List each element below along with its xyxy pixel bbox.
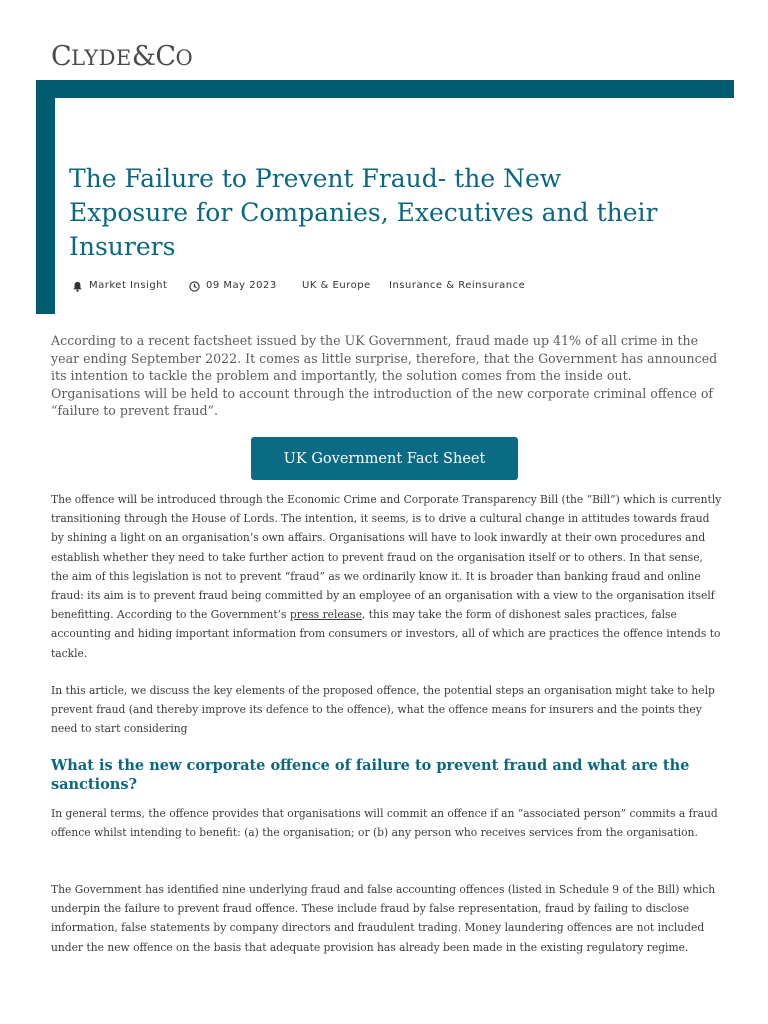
body-paragraph: The Government has identified nine underlying fraud and false accounting offences (listed in Schedule 9 of the Bill) which underpin the failure to prevent fraud offence. These include fraud by false representation, fraud by failing to disclose information, false statements by company directors and fraudulent trading. Money laundering offences are not included under the new offence on the basis that adequate provision has already been made in the existing regulatory regime. [51,883,716,954]
body-text: , this may take the form of dishonest sales practices, false accounting and hiding important information from consumers or investors, all of which are practices the offence intends to tackle. [51,608,721,660]
meta-sector[interactable] [389,280,525,292]
section-heading: What is the new corporate offence of failure to prevent fraud and what are the sanctions? [51,757,690,793]
article-intro: According to a recent factsheet issued by the UK Government, fraud made up 41% of all crime in the year ending September 2022. It comes as little surprise, therefore, that the Government has announced its intention to tackle the problem and importantly, the solution comes from the inside out. Organisations will be held to account through the introduction of the new corporate criminal offence of “failure to prevent fraud”. [51,333,718,419]
meta-type[interactable] [72,280,167,292]
body-text: The offence will be introduced through the Economic Crime and Corporate Transparency Bill (the “Bill”) which is currently transitioning through the House of Lords. The intention, it seems, is to drive a cultural change in attitudes towards fraud by shining a light on an organisation’s own affairs. Organisations will have to look inwardly at their own procedures and establish whether they need to take further action to prevent fraud on the organisation itself or to others. In that sense, the aim of this legislation is not to prevent “fraud” as we ordinarily know it. It is broader than banking fraud and online fraud: its aim is to prevent fraud being committed by an employee of an organisation with a view to the organisation itself benefitting. According to the Government’s [51,493,722,622]
meta-region-label: UK & Europe [302,280,371,291]
clyde-co-logo[interactable] [51,42,193,73]
meta-region[interactable] [302,280,371,292]
fact-sheet-button-label: UK Government Fact Sheet [283,450,486,467]
logo-letters: LYDE [71,46,132,70]
body-paragraph: In this article, we discuss the key elements of the proposed offence, the potential steps an organisation might take to help prevent fraud (and thereby improve its defence to the offence), what the offence means for insurers and the points they need to start considering [51,684,715,736]
press-release-link[interactable]: press release [289,608,362,622]
meta-sector-label: Insurance & Reinsurance [389,280,526,291]
body-paragraph: In general terms, the offence provides that organisations will commit an offence if an “associated person” commits a fraud offence whilst intending to benefit: (a) the organisation; or (b) any person who receives services from the organisation. [51,807,718,840]
header-accent-side-bar [36,80,55,314]
article-title: The Failure to Prevent Fraud- the New Exposure for Companies, Executives and their Insurers [69,164,658,261]
meta-type-label: Market Insight [89,280,168,291]
bell-icon [72,281,83,292]
clock-icon [189,281,200,292]
header-accent-bar [36,80,734,98]
logo-letter: C [51,41,72,72]
logo-ampersand: & [131,41,156,72]
logo-letter: C [155,41,176,72]
meta-date-label: 09 May 2023 [206,280,277,291]
body-paragraph [51,490,723,663]
fact-sheet-button[interactable] [251,437,518,480]
meta-date [189,280,277,292]
logo-letters: O [175,46,194,70]
